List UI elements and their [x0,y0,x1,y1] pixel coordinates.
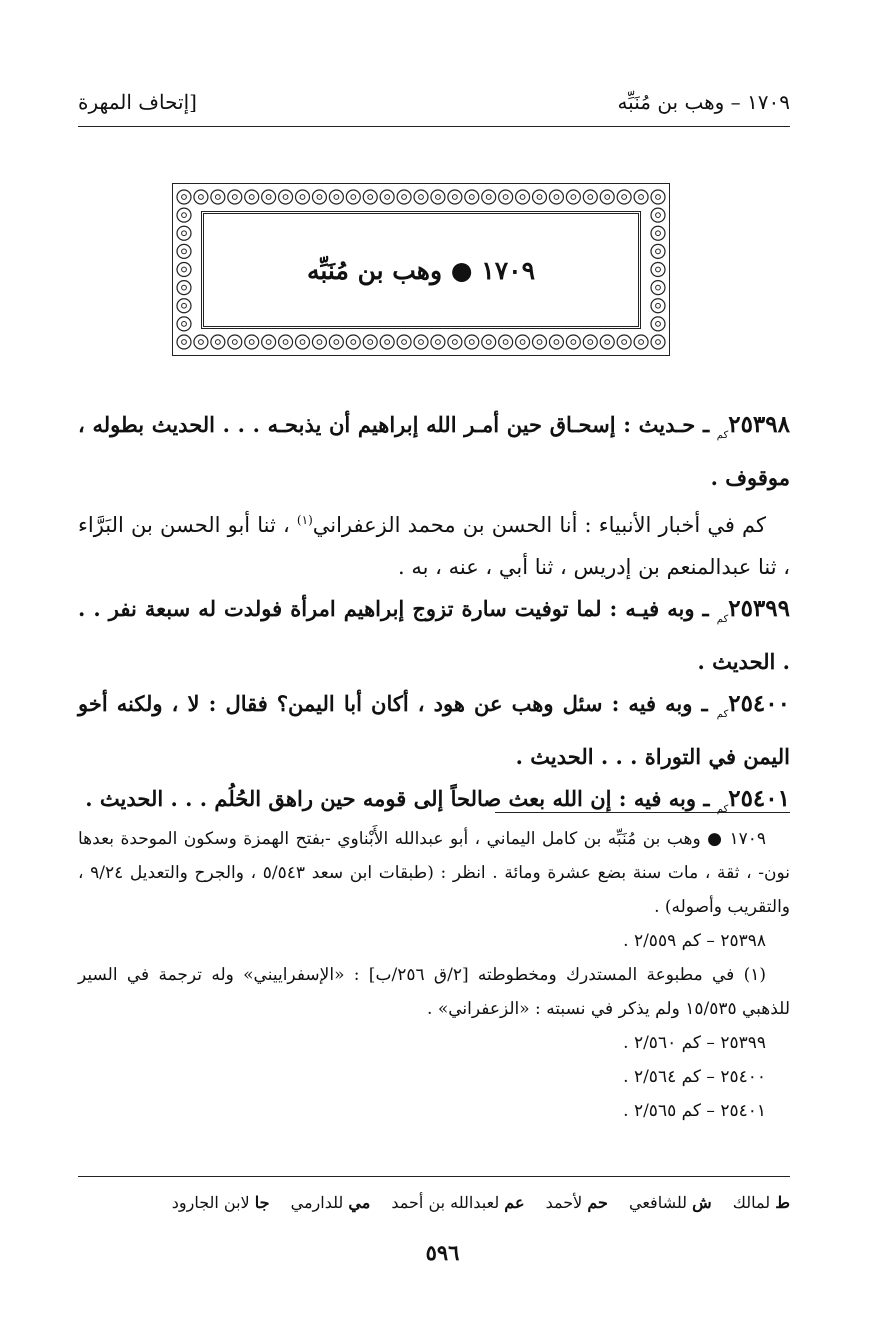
key-item [546,1193,608,1212]
footnotes [78,822,790,1128]
entry-number: ٢٥٤٠٠ [728,690,790,717]
key-abbr: جا [254,1193,270,1212]
header-entry-title: ١٧٠٩ – وهب بن مُنَبِّه [617,90,790,114]
entry-number: ٢٥٣٩٨ [728,411,790,438]
key-abbr: حم [587,1193,608,1212]
key-abbr: ش [692,1193,712,1212]
hadith-entry [78,683,790,778]
key-abbr: مي [348,1193,371,1212]
key-name: لمالك [732,1193,771,1212]
biography-note: ١٧٠٩ ● وهب بن مُنَبِّه بن كامل اليماني ، أبو عبدالله الأَبْناوي -بفتح الهمزة وسكون الموحدة بعدها نون- ، ثقة ، مات سنة بضع عشرة ومائة . انظر : (طبقات ابن سعد ٥/٥٤٣ ، والجرح والتعديل ٩/٢٤ ، والتقريب وأصوله) . [78,829,790,917]
key-name: للدارمي [290,1193,344,1212]
entry-text: ـ وبه فيه : إن الله بعث صالحاً إلى قومه حين راهق الحُلُم . . . الحديث . [85,786,717,811]
ornament-border-icon [0,0,885,400]
reference-note: ٢٥٣٩٨ – كم ٢/٥٥٩ . [623,931,766,951]
key-item [733,1193,790,1212]
key-abbr: ط [775,1193,790,1212]
isnad-chain [78,499,790,588]
reference-note: ٢٥٤٠١ – كم ٢/٥٦٥ . [623,1101,766,1121]
key-item [291,1193,371,1212]
reference-note: ٢٥٤٠٠ – كم ٢/٥٦٤ . [623,1067,766,1087]
page-number: ٥٩٦ [425,1240,460,1265]
footnote-1: (١) في مطبوعة المستدرك ومخطوطته [٢/ق ٢٥٦/ب] : «الإسفراييني» وله ترجمة في السير للذهبي ١٥/٥٣٥ ولم يذكر في نسبته : «الزعفراني» . [78,965,790,1019]
banner-box [201,211,641,329]
footnote-marker: (١) [296,513,313,527]
source-mark: كم [716,709,729,720]
source-mark: كم [716,614,729,625]
key-name: لأحمد [545,1193,583,1212]
chain-text-after: ، ثنا أبو الحسن بن البَرَّاء ، ثنا عبدالمنعم بن إدريس ، ثنا أبي ، عنه ، به . [78,513,790,579]
key-name: للشافعي [629,1193,688,1212]
key-abbr: عم [504,1193,525,1212]
key-rule [78,1176,790,1177]
chain-text-before: كم في أخبار الأنبياء : أنا الحسن بن محمد الزعفراني [312,513,766,537]
source-mark: كم [716,804,729,815]
key-item [172,1193,270,1212]
entry-number: ٢٥٣٩٩ [728,595,790,622]
main-text [78,404,790,831]
key-name: لعبدالله بن أحمد [391,1193,500,1212]
footnote-rule [495,812,790,813]
hadith-entry [78,588,790,683]
banner-title: ١٧٠٩ ● وهب بن مُنَبِّه [306,255,536,285]
hadith-entry [78,404,790,499]
entry-text: ـ وبه فيـه : لما توفيت سارة تزوج إبراهيم امرأة فولدت له سبعة نفر . . . الحديث . [78,596,790,674]
source-mark: كم [716,430,729,441]
header-book-title: [إتحاف المهرة [78,90,197,114]
reference-note: ٢٥٣٩٩ – كم ٢/٥٦٠ . [623,1033,766,1053]
key-item [629,1193,712,1212]
key-name: لابن الجارود [171,1193,250,1212]
abbreviation-key [78,1188,790,1218]
key-item [391,1193,524,1212]
entry-text: ـ وبه فيه : سئل وهب عن هود ، أكان أبا اليمن؟ فقال : لا ، ولكنه أخو اليمن في التوراة . . . الحديث . [78,691,790,769]
entry-text: ـ حـديث : إسحـاق حين أمـر الله إبراهيم أن يذبحـه . . . الحديث بطوله ، موقوف . [78,412,790,490]
entry-number: ٢٥٤٠١ [728,785,790,812]
